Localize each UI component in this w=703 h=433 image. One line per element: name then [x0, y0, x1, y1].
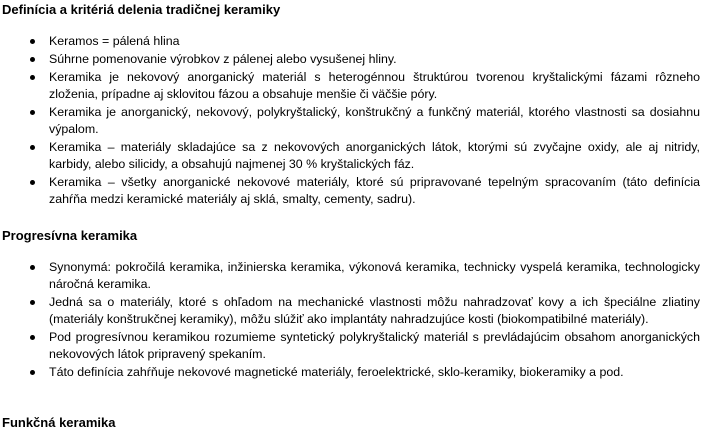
list-item: Súhrne pomenovanie výrobkov z pálenej alebo vysušenej hliny. [0, 51, 700, 68]
section-heading-progressive: Progresívna keramika [2, 228, 138, 243]
list-item: Synonymá: pokročilá keramika, inžinierska keramika, výkonová keramika, technicky vyspelá keramika, technologicky náročná keramika. [0, 259, 700, 293]
progressive-list [0, 259, 703, 382]
section-heading-functional: Funkčná keramika [2, 415, 116, 430]
list-item: Keramika je anorganický, nekovový, polykryštalický, konštrukčný a funkčný materiál, ktorého vlastnosti sa dosiahnu výpalom. [0, 104, 700, 138]
list-item: Pod progresívnou keramikou rozumieme syntetický polykryštalický materiál s prevládajúcim obsahom anorganických nekovových látok pripravený spekaním. [0, 329, 700, 363]
list-item: Keramos = pálená hlina [0, 33, 700, 50]
list-item: Keramika – všetky anorganické nekovové materiály, ktoré sú pripravované tepelným spracovaním (táto definícia zahŕňa medzi keramické materiály aj sklá, smalty, cementy, sadru). [0, 174, 700, 208]
section-heading-definition: Definícia a kritériá delenia tradičnej keramiky [2, 2, 281, 17]
list-item: Keramika je nekovový anorganický materiál s heterogénnou štruktúrou tvorenou kryštalickými fázami rôzneho zloženia, prípadne aj sklovitou fázou a obsahuje menšie či väčšie póry. [0, 69, 700, 103]
list-item: Keramika – materiály skladajúce sa z nekovových anorganických látok, ktorými sú zvyčajne oxidy, ale aj nitridy, karbidy, alebo silicidy, a obsahujú najmenej 30 % kryštalických fáz. [0, 139, 700, 173]
list-item: Táto definícia zahŕňuje nekovové magnetické materiály, feroelektrické, sklo-keramiky, biokeramiky a pod. [0, 364, 700, 381]
definition-list [0, 33, 703, 209]
list-item: Jedná sa o materiály, ktoré s ohľadom na mechanické vlastnosti môžu nahradzovať kovy a ich špeciálne zliatiny (materiály konštrukčnej keramiky), môžu slúžiť ako implantáty nahradzujúce kosti (biokompatibilné materiály). [0, 294, 700, 328]
